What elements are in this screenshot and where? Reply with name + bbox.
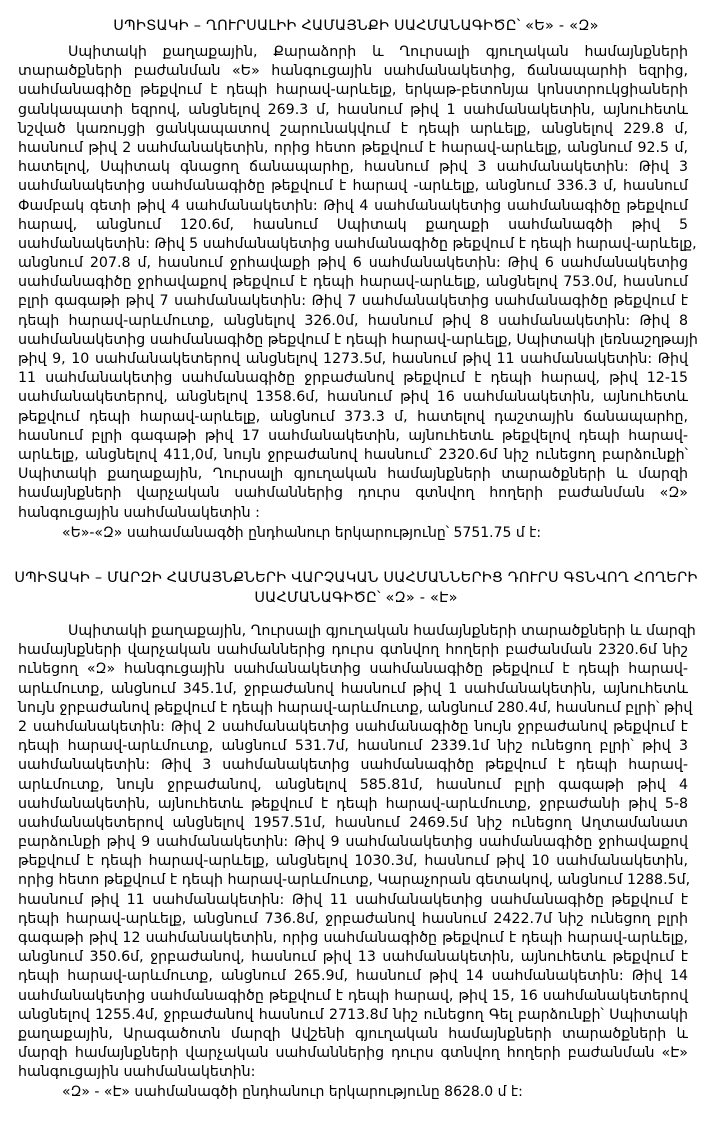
text-line: դեպի հարավ-արևմուտք, անցնելով 326.0մ, հասնում թիվ 8 սահմանակետին: Թիվ 8 xyxy=(18,312,688,329)
text-line: թեքվում է դեպի հարավ-արևելք, անցնելով 1030.3մ, հասնում թիվ 10 սահմանակետին, xyxy=(18,853,688,870)
text-line: հանգուցային սահմանակետին : xyxy=(18,504,260,521)
text-line: սահմանակետից սահմանագիծը թեքվում է դեպի հարավ-արևելք, Սպիտակի լեռնաշղթայի xyxy=(18,331,698,348)
text-line: անցնում 350.6մ, ջրբաժանով, հասնում թիվ 13 սահմանակետին, այնուհետև թեքվում է xyxy=(18,949,688,966)
text-line: գագաթի թիվ 12 սահմանակետին, որից սահմանագիծը թեքվում է դեպի հարավ-արևելք, xyxy=(18,930,688,946)
text-line: Սպիտակի քաղաքային, Քարաձորի և Ղուրսալի գյուղական համայնքների xyxy=(68,44,688,60)
text-line: սահմանագիծը թեքվում է դեպի հարավ-արևելք, երկաթ-բետոնյա կոնստրուկցիաների xyxy=(18,82,688,99)
text-line: անցնելով 1255.4մ, ջրբաժանով հասնում 2713.8մ նիշ ունեցող Գել բարձունքի՝ Սպիտակի xyxy=(18,1006,688,1023)
text-line: հարավ, անցնում 120.6մ, հասնում Սպիտակ քաղաքի սահմանագծի թիվ 5 xyxy=(18,216,688,233)
text-line: դեպի հարավ-արևմուտք, անցնում 531.7մ, հասնում 2339.1մ նիշ ունեցող բլրի՝ թիվ 3 xyxy=(18,738,688,755)
text-line: անցնում 207.8 մ, հասնում ջրհավաքի թիվ 6 սահմանակետին: Թիվ 6 սահմանակետից xyxy=(18,255,688,272)
text-line: թիվ 9, 10 սահմանակետերով անցնելով 1273.5մ, հասնում թիվ 11 սահմանակետին: Թիվ xyxy=(18,351,688,367)
text-line: ունեցող «Զ» հանգուցային սահմանակետից սահմանագիծը թեքվում է դեպի հարավ- xyxy=(18,661,688,678)
text-line: սահմանակետին, այնուհետև թեքվում է դեպի հարավ-արևմուտք, ջրբաժանի թիվ 5-8 xyxy=(18,795,688,812)
section-1-total-length: «Ե»-«Զ» սահամանագծի ընդհանուր երկարությունը՝ 5751.75 մ է: xyxy=(62,525,542,541)
text-line: արևելք, անցնելով 411,0մ, նույն ջրբաժանով հասնում՝ 2320.6մ նիշ ունեցող բարձունքի՝ xyxy=(18,446,688,463)
text-line: սահմանակետից սահմանագիծը թեքվում է հարավ -արևելք, անցնում 336.3 մ, հասնում xyxy=(18,178,688,195)
text-line: Փամբակ գետի թիվ 4 սահմանակետին: Թիվ 4 սահմանակետից սահմանագիծը թեքվում xyxy=(18,197,688,214)
text-line: սահմանակետին: Թիվ 3 սահմանակետից սահմանագիծը թեքվում է դեպի հարավ- xyxy=(18,757,688,774)
text-line: արևմուտք, անցնում 345.1մ, ջրբաժանով հասնում թիվ 1 սահմանակետին, այնուհետև xyxy=(18,680,688,697)
text-line: սահմանակետերով, անցնելով 1358.6մ, հասնում թիվ 16 սահմանակետին, այնուհետև xyxy=(18,389,688,406)
section-1-title: ՍՊԻՏԱԿԻ – ՂՈՒՐՍԱԼԻԻ ՀԱՄԱՅՆՔԻ ՍԱՀՄԱՆԱԳԻԾԸ՝ «Ե» - «Զ» xyxy=(113,18,599,34)
text-line: սահմանակետից սահմանագիծը թեքվում է դեպի հարավ, թիվ 15, 16 սահմանակետերով xyxy=(18,987,688,1004)
section-2-paragraph xyxy=(18,622,696,1083)
section-2-title-line-2: ՍԱՀՄԱՆԱԳԻԾԸ՝ «Զ» - «Է» xyxy=(254,590,458,606)
text-line: որից հետո թեքվում է դեպի հարավ-արևմուտք, Կարաչորան գետակով, անցնում 1288.5մ, xyxy=(18,872,691,889)
text-line: ցանկապատի եզրով, անցնելով 269.3 մ, հասնում թիվ 1 սահմանակետին, այնուհետև xyxy=(18,101,688,118)
text-line: հատելով, Սպիտակ գնացող ճանապարհը, հասնում թիվ 3 սահմանակետին: Թիվ 3 xyxy=(18,159,688,176)
text-line: հասնում թիվ 11 սահմանակետին: Թիվ 11 սահմանակետից սահմանագիծը թեքվում է xyxy=(18,891,688,908)
text-line: արևմուտք, նույն ջրբաժանով, անցնելով 585.81մ, հասնում բլրի գագաթի թիվ 4 xyxy=(18,776,688,793)
text-line: 11 սահմանակետից սահմանագիծը ջրբաժանով թեքվում է դեպի հարավ, թիվ 12-15 xyxy=(18,370,688,387)
text-line: սահմանակետին: Թիվ 5 սահմանակետից սահմանագիծը թեքվում է դեպի հարավ-արևելք, xyxy=(18,235,697,252)
text-line: թեքվում դեպի հարավ-արևելք, անցնում 373.3 մ, հատելով դաշտային ճանապարհը, xyxy=(18,408,688,425)
text-line: համայնքների վարչական սահմաններից դուրս գտնվող հողերի բաժանման «Զ» xyxy=(18,485,688,502)
text-line: մարզի համայնքների վարչական սահմաններից դուրս գտնվող հողերի բաժանման «Է» xyxy=(18,1045,688,1062)
text-line: Սպիտակի քաղաքային, Ղուրսալի գյուղական համայնքների տարածքների և մարզի xyxy=(18,466,688,483)
section-1-paragraph xyxy=(18,43,698,523)
text-line: քաղաքային, Արագածոտն մարզի Ավշենի գյուղական համայնքների տարածքների և xyxy=(18,1025,688,1042)
text-line: տարածքների բաժանման «Ե» հանգուցային սահմանակետից, ճանապարհի եզրից, xyxy=(18,63,688,80)
text-line: հասնում բլրի գագաթի թիվ 17 սահմանակետին, այնուհետև թեքվելով դեպի հարավ- xyxy=(18,427,688,444)
text-line: համայնքների վարչական սահմաններից դուրս գտնվող հողերի բաժանման 2320.6մ նիշ xyxy=(18,642,688,659)
section-2-total-length: «Զ» - «Է» սահմանագծի ընդհանուր երկարությունը 8628.0 մ է: xyxy=(62,1084,523,1100)
text-line: դեպի հարավ-արևմուտք, անցնում 265.9մ, հասնում թիվ 14 սահմանակետին: Թիվ 14 xyxy=(18,968,688,985)
text-line: սահմանակետերով անցնելով 1957.51մ, հասնում 2469.5մ նիշ ունեցող Աղտամանատ xyxy=(18,814,688,831)
text-line: հանգուցային սահմանակետին: xyxy=(18,1064,256,1081)
text-line: բարձունքի թիվ 9 սահմանակետին: Թիվ 9 սահմանակետից սահմանագիծը ջրհավաքով xyxy=(18,834,688,851)
text-line: Սպիտակի քաղաքային, Ղուրսալի գյուղական համայնքների տարածքների և մարզի xyxy=(68,623,696,639)
text-line: 2 սահմանակետին: Թիվ 2 սահմանակետից սահմանագիծը նույն ջրբաժանով թեքվում է xyxy=(18,718,688,735)
text-line: նույն ջրբաժանով թեքվում է դեպի հարավ-արևմուտք, անցնում 280.4մ, հասնում բլրի՝ թիվ xyxy=(18,699,693,716)
section-2-title-line-1: ՍՊԻՏԱԿԻ – ՄԱՐԶԻ ՀԱՄԱՅՆՔՆԵՐԻ ՎԱՐՉԱԿԱՆ ՍԱՀՄԱՆՆԵՐԻՑ ԴՈՒՐՍ ԳՏՆՎՈՂ ՀՈՂԵՐԻ xyxy=(14,570,698,586)
text-line: սահմանագիծը ջրհավաքով թեքվում է դեպի հարավ-արևելք, անցնելով 753.0մ, հասնում xyxy=(18,274,688,291)
text-line: հասնում թիվ 2 սահմանակետին, որից հետո թեքվում է հարավ-արևելք, անցնում 92.5 մ, xyxy=(18,139,688,156)
text-line: բլրի գագաթի թիվ 7 սահմանակետին: Թիվ 7 սահմանակետից սահմանագիծը թեքվում է xyxy=(18,293,688,310)
text-line: դեպի հարավ-արևելք, անցնում 736.8մ, ջրբաժանով հասնում 2422.7մ նիշ ունեցող բլրի xyxy=(18,910,688,927)
text-line: նշված կառույցի ցանկապատով շարունակվում է դեպի արևելք, անցնելով 229.8 մ, xyxy=(18,120,688,137)
